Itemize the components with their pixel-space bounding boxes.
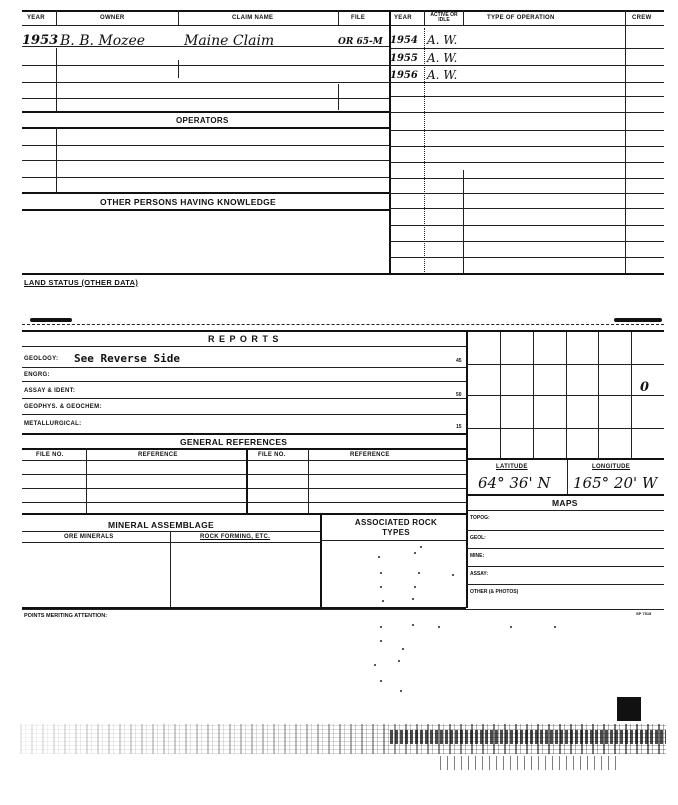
reports-title: R E P O R T S — [208, 334, 280, 344]
maps-assay: ASSAY: — [470, 571, 489, 577]
grid-mark: 0 — [640, 380, 650, 395]
longitude-label: LONGITUDE — [592, 464, 631, 470]
associated-rock-types-label: ASSOCIATED ROCK TYPES — [354, 518, 438, 537]
corner-mark — [617, 697, 641, 721]
header-claim-name: CLAIM NAME — [232, 15, 274, 21]
activity-row-status: A. W. — [427, 33, 458, 47]
header-year: YEAR — [27, 15, 45, 21]
activity-row-year: 1954 — [390, 35, 418, 46]
maps-title: MAPS — [552, 498, 578, 508]
engrg-label: ENGRG: — [24, 372, 50, 378]
reference-label-2: REFERENCE — [350, 452, 390, 458]
file-no-label-2: FILE NO. — [258, 452, 286, 458]
maps-mine: MINE: — [470, 553, 485, 559]
activity-row-year: 1956 — [390, 70, 418, 81]
header-file: FILE — [351, 15, 366, 21]
header-active-or-idle: ACTIVE OR IDLE — [430, 12, 458, 23]
geology-label: GEOLOGY: — [24, 356, 59, 362]
metallurgical-label: METALLURGICAL: — [24, 421, 82, 427]
longitude-value: 165° 20' W — [573, 474, 658, 492]
header-crew: CREW — [632, 15, 652, 21]
assay-ident-label: ASSAY & IDENT: — [24, 388, 76, 394]
header-year-2: YEAR — [394, 15, 412, 21]
points-rule — [22, 609, 664, 610]
header-owner: OWNER — [100, 15, 125, 21]
activity-row-status: A. W. — [427, 51, 458, 65]
maps-topog: TOPOG: — [470, 515, 490, 521]
ore-minerals-label: ORE MINERALS — [64, 534, 114, 540]
operators-label: OPERATORS — [176, 116, 229, 125]
reports-number-50: 50 — [456, 392, 462, 398]
land-status-mark-right — [614, 318, 662, 322]
latitude-value: 64° 36' N — [478, 474, 551, 492]
file-no-label-1: FILE NO. — [36, 452, 64, 458]
latitude-label: LATITUDE — [496, 464, 528, 470]
mineral-assemblage-title: MINERAL ASSEMBLAGE — [108, 520, 214, 530]
general-references-title: GENERAL REFERENCES — [180, 437, 288, 447]
owner-entry-file: OR 65-M — [338, 37, 383, 47]
maps-other: OTHER (& PHOTOS) — [470, 589, 519, 595]
points-meriting-attention-label: POINTS MERITING ATTENTION: — [24, 613, 108, 619]
geophys-geochem-label: GEOPHYS. & GEOCHEM: — [24, 404, 102, 410]
scan-noise-band-dark — [390, 730, 666, 744]
activity-row-year: 1955 — [390, 53, 418, 64]
scan-noise-specks — [440, 756, 620, 770]
reports-number-45: 45 — [456, 358, 462, 364]
other-persons-label: OTHER PERSONS HAVING KNOWLEDGE — [100, 197, 277, 207]
maps-geol: GEOL: — [470, 535, 486, 541]
owner-entry-claim: Maine Claim — [184, 33, 275, 49]
land-status-label: LAND STATUS (OTHER DATA) — [24, 278, 139, 287]
activity-row-status: A. W. — [427, 68, 458, 82]
owner-entry-year: 1953 — [22, 33, 59, 48]
land-status-rule — [22, 324, 664, 325]
form-code: SP 7515 — [636, 611, 652, 616]
owner-entry-owner: B. B. Mozee — [60, 33, 146, 49]
rock-forming-label: ROCK FORMING, ETC. — [200, 534, 271, 540]
header-type-of-operation: TYPE OF OPERATION — [487, 15, 555, 21]
reference-label-1: REFERENCE — [138, 452, 178, 458]
land-status-mark-left — [30, 318, 72, 322]
geology-value: See Reverse Side — [74, 352, 180, 365]
reports-number-15: 15 — [456, 424, 462, 430]
